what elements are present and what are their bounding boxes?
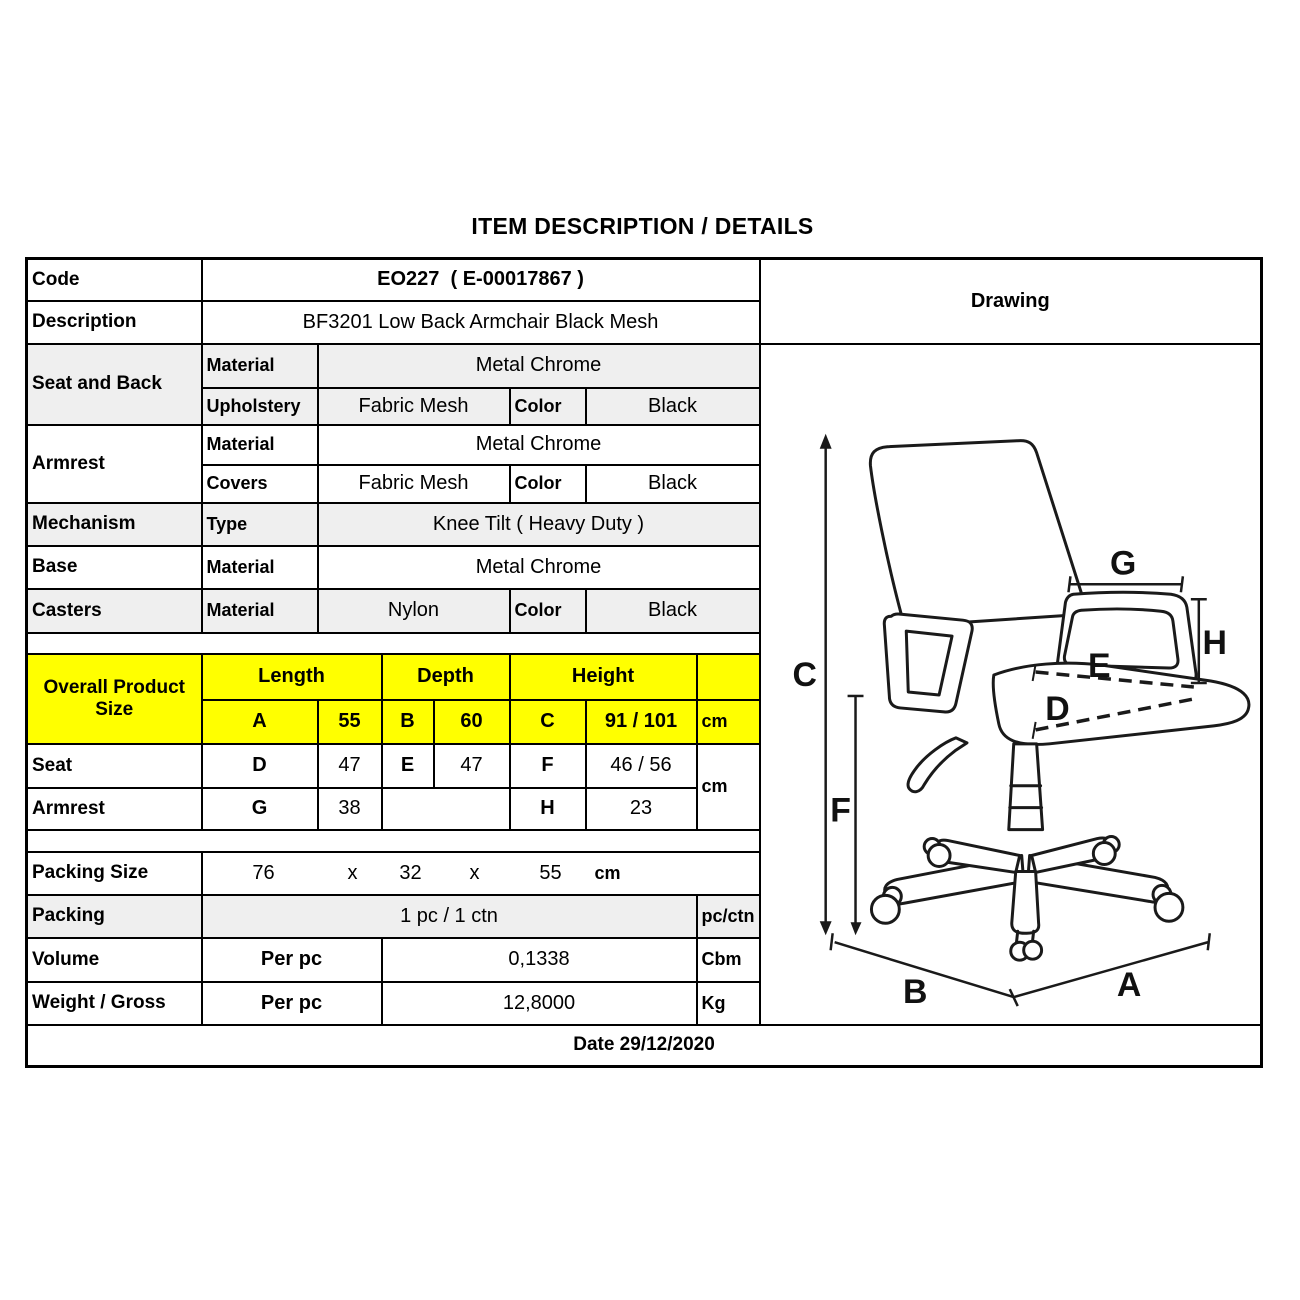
- armrest-dims-label: Armrest: [27, 788, 202, 830]
- armrest-color-value: Black: [586, 465, 760, 503]
- size-header-empty-cell: [697, 654, 760, 700]
- description-label: Description: [27, 301, 202, 344]
- seat-f-value: 46 / 56: [586, 744, 697, 788]
- chair-lever: [908, 737, 967, 791]
- weight-per: Per pc: [202, 982, 382, 1025]
- dim-label-g: G: [1109, 543, 1136, 582]
- spacer-cell: [27, 633, 760, 654]
- mechanism-type-label: Type: [202, 503, 318, 546]
- spec-table: [25, 257, 1263, 1068]
- dim-lines-cf: [825, 444, 863, 925]
- size-c-key: C: [510, 700, 586, 744]
- armrest-covers-value: Fabric Mesh: [318, 465, 510, 503]
- casters-material-value: Nylon: [318, 589, 510, 633]
- drawing-header: Drawing: [760, 259, 1262, 344]
- dim-label-b: B: [902, 972, 927, 1011]
- seat-e-key: E: [382, 744, 434, 788]
- dim-label-f: F: [829, 791, 851, 830]
- armrest-g-key: G: [202, 788, 318, 830]
- armrest-g-value: 38: [318, 788, 382, 830]
- armrest-color-label: Color: [510, 465, 586, 503]
- packing-size-v3: 55: [539, 861, 562, 884]
- base-material-value: Metal Chrome: [318, 546, 760, 589]
- seatback-label: Seat and Back: [27, 344, 202, 425]
- base-material-label: Material: [202, 546, 318, 589]
- date-value: Date 29/12/2020: [27, 1025, 1262, 1067]
- size-length-header: Length: [202, 654, 382, 700]
- armrest-h-value: 23: [586, 788, 697, 830]
- packing-size-sep1: x: [347, 861, 358, 884]
- row-date: [27, 1025, 1262, 1067]
- seat-dims-label: Seat: [27, 744, 202, 788]
- row-code: [27, 259, 1262, 301]
- seatback-color-value: Black: [586, 388, 760, 425]
- volume-per: Per pc: [202, 938, 382, 982]
- size-depth-header: Depth: [382, 654, 510, 700]
- seatback-upholstery-label: Upholstery: [202, 388, 318, 425]
- seat-f-key: F: [510, 744, 586, 788]
- spacer-cell: [27, 830, 760, 852]
- casters-color-label: Color: [510, 589, 586, 633]
- packing-size-label: Packing Size: [27, 852, 202, 895]
- casters-label: Casters: [27, 589, 202, 633]
- chair-backrest: [870, 440, 1083, 625]
- packing-unit: pc/ctn: [697, 895, 760, 938]
- dim-label-e: E: [1087, 646, 1111, 685]
- chair-seat: [993, 663, 1249, 744]
- code-label: Code: [27, 259, 202, 301]
- chair-armrest-left: [884, 613, 972, 711]
- drawing-panel: [760, 344, 1262, 1025]
- page-title: ITEM DESCRIPTION / DETAILS: [471, 213, 814, 239]
- packing-size-unit: cm: [594, 862, 621, 883]
- seatback-color-label: Color: [510, 388, 586, 425]
- weight-unit: Kg: [697, 982, 760, 1025]
- size-a-key: A: [202, 700, 318, 744]
- armrest-h-key: H: [510, 788, 586, 830]
- dim-label-d: D: [1044, 689, 1070, 728]
- row-seatback-material: [27, 344, 1262, 388]
- size-b-key: B: [382, 700, 434, 744]
- description-value: BF3201 Low Back Armchair Black Mesh: [202, 301, 760, 344]
- seatback-material-value: Metal Chrome: [318, 344, 760, 388]
- seat-d-key: D: [202, 744, 318, 788]
- seatback-upholstery-value: Fabric Mesh: [318, 388, 510, 425]
- armrest-dims-empty-cell: [382, 788, 510, 830]
- casters-color-value: Black: [586, 589, 760, 633]
- size-b-value: 60: [434, 700, 510, 744]
- weight-value: 12,8000: [382, 982, 697, 1025]
- size-label: Overall Product Size: [27, 654, 202, 744]
- dim-label-c: C: [792, 655, 817, 694]
- casters-material-label: Material: [202, 589, 318, 633]
- packing-label: Packing: [27, 895, 202, 938]
- packing-size-sep2: x: [469, 861, 480, 884]
- size-unit: cm: [697, 700, 760, 744]
- dim-label-h: H: [1202, 623, 1227, 662]
- seat-e-value: 47: [434, 744, 510, 788]
- volume-value: 0,1338: [382, 938, 697, 982]
- packing-size-v2: 32: [399, 861, 422, 884]
- seat-armrest-unit: cm: [697, 744, 760, 830]
- packing-size-v1: 76: [252, 861, 275, 884]
- mechanism-type-value: Knee Tilt ( Heavy Duty ): [318, 503, 760, 546]
- dim-label-a: A: [1116, 965, 1141, 1004]
- code-value: EO227 ( E-00017867 ): [202, 259, 760, 301]
- seatback-material-label: Material: [202, 344, 318, 388]
- volume-unit: Cbm: [697, 938, 760, 982]
- volume-label: Volume: [27, 938, 202, 982]
- base-label: Base: [27, 546, 202, 589]
- size-height-header: Height: [510, 654, 697, 700]
- seat-d-value: 47: [318, 744, 382, 788]
- chair-drawing: [761, 345, 1261, 1024]
- packing-value: 1 pc / 1 ctn: [202, 895, 697, 938]
- weight-label: Weight / Gross: [27, 982, 202, 1025]
- mechanism-label: Mechanism: [27, 503, 202, 546]
- armrest-material-value: Metal Chrome: [318, 425, 760, 465]
- size-a-value: 55: [318, 700, 382, 744]
- armrest-material-label: Material: [202, 425, 318, 465]
- packing-size-value: [202, 852, 760, 895]
- size-c-value: 91 / 101: [586, 700, 697, 744]
- armrest-label: Armrest: [27, 425, 202, 503]
- armrest-covers-label: Covers: [202, 465, 318, 503]
